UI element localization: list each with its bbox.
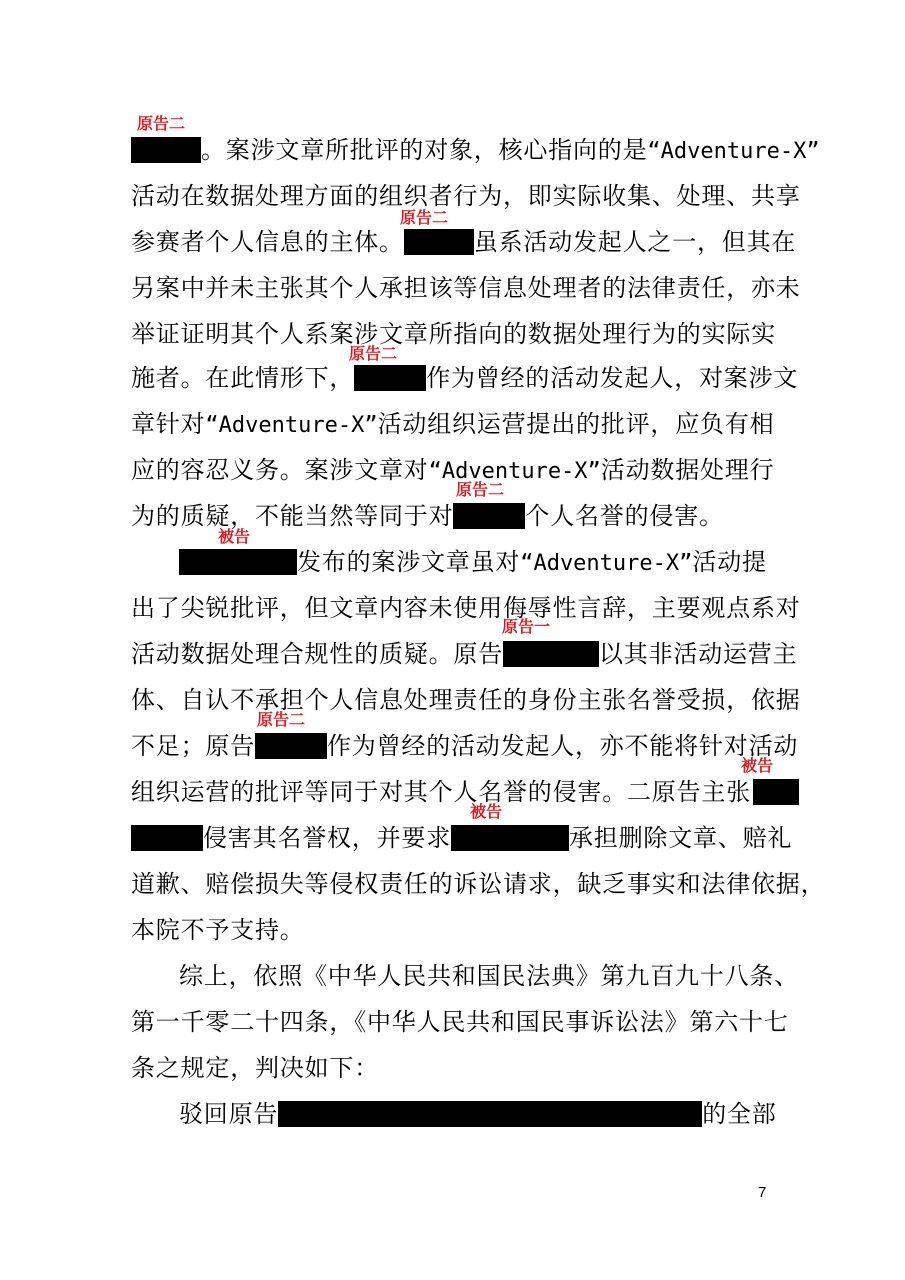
redaction-annotation: 原告二 <box>137 116 186 133</box>
body-line-16 <box>131 815 793 861</box>
body-line-8 <box>131 447 776 493</box>
redaction-block <box>255 733 327 759</box>
text-run: “Adventure-X” <box>205 413 378 438</box>
redaction-annotation: 原告二 <box>257 712 306 729</box>
body-line-3 <box>131 219 797 265</box>
body-line-11: 出了尖锐批评，但文章内容未使用侮辱性言辞，主要观点系对 <box>131 594 801 622</box>
text-run: 不足；原告 <box>131 732 255 760</box>
text-run: 发布的案涉文章虽对 <box>297 548 521 576</box>
text-run: 个人名誉的侵害。 <box>525 502 724 530</box>
redaction-annotation: 原告二 <box>456 482 505 499</box>
body-line-4: 另案中并未主张其个人承担该等信息处理者的法律责任，亦未 <box>131 274 801 302</box>
redaction-block <box>503 641 599 667</box>
text-run: 活动提 <box>692 548 767 576</box>
text-run: 虽系活动发起人之一，但其在 <box>473 228 797 256</box>
body-line-22 <box>179 1091 776 1137</box>
redaction-block <box>131 825 203 851</box>
redaction-block <box>278 1101 702 1127</box>
body-line-6 <box>131 355 799 401</box>
body-line-1 <box>131 127 820 173</box>
text-run: 章针对 <box>131 410 206 438</box>
redaction-block <box>451 825 569 851</box>
text-run: “Adventure-X” <box>520 551 693 576</box>
text-run: “Adventure-X” <box>647 139 820 164</box>
body-line-5: 举证证明其个人系案涉文章所指向的数据处理行为的实际实 <box>131 320 776 348</box>
page-number: 7 <box>758 1184 767 1201</box>
redaction-block <box>404 229 474 255</box>
text-run: 施者。在此情形下， <box>131 364 355 392</box>
text-run: 应的容忍义务。案涉文章对 <box>131 456 429 484</box>
body-line-13: 体、自认不承担个人信息处理责任的身份主张名誉受损，依据 <box>131 686 801 714</box>
text-run: 。案涉文章所批评的对象，核心指向的是 <box>201 136 648 164</box>
text-run: “Adventure-X” <box>428 459 601 484</box>
text-run: 作为曾经的活动发起人，亦不能将针对活动 <box>327 732 799 760</box>
body-line-2: 活动在数据处理方面的组织者行为，即实际收集、处理、共享 <box>131 182 801 210</box>
redaction-block <box>453 503 525 529</box>
redaction-annotation: 被告 <box>741 758 774 775</box>
redaction-block <box>179 549 297 575</box>
text-run: 组织运营的批评等同于对其个人名誉的侵害。二原告主张 <box>131 778 751 806</box>
body-line-19: 综上，依照《中华人民共和国民法典》第九百九十八条、 <box>179 962 799 990</box>
redaction-annotation: 原告二 <box>400 210 449 227</box>
text-run: 活动数据处理行 <box>600 456 775 484</box>
redaction-block <box>753 779 799 805</box>
body-line-15 <box>131 769 776 815</box>
text-run: 承担删除文章、赔礼 <box>569 824 793 852</box>
text-run: 活动组织运营提出的批评，应负有相 <box>377 410 775 438</box>
redaction-annotation: 被告 <box>470 804 503 821</box>
redaction-block <box>131 137 201 163</box>
text-run: 以其非活动运营主 <box>599 640 798 668</box>
body-line-18: 本院不予支持。 <box>131 916 305 944</box>
text-run: 活动数据处理合规性的质疑。原告 <box>131 640 503 668</box>
text-run: 侵害其名誉权，并要求 <box>203 824 451 852</box>
body-line-17: 道歉、赔偿损失等侵权责任的诉讼请求，缺乏事实和法律依据， <box>131 870 826 898</box>
text-run: 驳回原告 <box>179 1100 279 1128</box>
body-line-20: 第一千零二十四条，《中华人民共和国民事诉讼法》第六十七 <box>131 1008 789 1036</box>
body-line-10 <box>179 539 776 585</box>
redaction-block <box>354 365 426 391</box>
redaction-annotation: 原告一 <box>502 619 551 636</box>
redaction-annotation: 被告 <box>218 529 251 546</box>
text-run: 为的质疑，不能当然等同于对 <box>131 502 454 530</box>
text-run: 参赛者个人信息的主体。 <box>131 228 404 256</box>
body-line-12 <box>131 631 798 677</box>
body-line-21: 条之规定，判决如下： <box>131 1054 379 1082</box>
text-run: 的全部 <box>702 1100 777 1128</box>
body-line-14 <box>131 723 799 769</box>
text-run: 作为曾经的活动发起人，对案涉文 <box>426 364 799 392</box>
body-line-7 <box>131 401 776 447</box>
redaction-annotation: 原告二 <box>349 346 398 363</box>
